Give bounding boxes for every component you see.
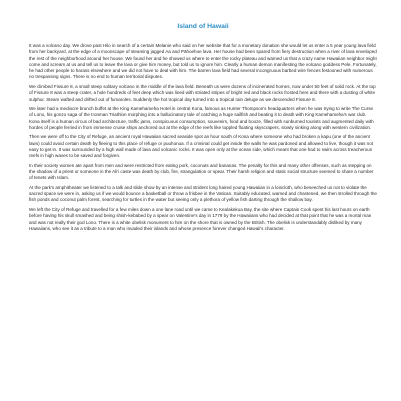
paragraph: We left the City of Refuge and travelled for a few miles down a one lane road until we came to Kealakekua Bay, the site where Captain Cook spent his last hours on earth before having his skull smashed and being shish-kebabed by a spear on Valentine's day in 1779 by the Hawaiians who had decided at that point that he was a mortal man and was not really their god Lono. There is a white obelisk monument to him on the shore that is owned by the British. The obelisk is understandably disliked by many Hawaiians, who see it as a tribute to a man who invaded their islands and whose presence forever changed Hawaii's character. [29, 206, 372, 231]
paragraph: At the park's amphitheater we listened to a talk and slide show by an intense and strident long haired young Hawaiian in a loincloth, who beseeched us not to violate the sacred space we were in, asking us if we would bounce a basketball or throw a frisbee in the Vatican. Suitably educated, warned and chastened, we then strolled through the fish ponds and coconut palm forest, searching for turtles in the water but seeing only a plethora of yellow fish darting through the shallow bay. [29, 184, 377, 203]
paragraph: It was a volcano day. We drove past Hilo in search of a certain Melanie who said on her website that for a monetary donation she would let us enter a 5 year young lava field from her backyard, at the edge of a moonscape of steaming jagged Aa and Pāhoehoe lava. Her house had been spared from fiery destruction when a river of lava enveloped the rest of the neighborhood around her house. We found her and he showed us where to enter the rocky plateau and warned us that a crazy name Hawaiian neighbor might come and scream at us and tell us to leave the lava or give him money, but told us to ignore him. Clearly a human demon manifesting the volcano goddess Pele. Fortunately, he had other people to harass elsewhere and we did not have to deal with him. The barren lava field had several incongruous barbed wire fences festooned with numerous no trespassing signs. There is no end to human territorial disputes. [29, 43, 377, 80]
paragraph: Then we were off to the City of Refuge, an ancient royal Hawaiian sacred seaside spot an hour south of Kona where someone who had broken a kapu (one of the ancient laws) could avoid certain death by fleeing to this place of refuge or puuhonua. If a criminal could get inside the walls he was pardoned and allowed to live, though it was not easy to get in. It was surrounded by a high wall made of lava and volcanic rocks. It was open only at the ocean side, which meant that one had to swim across treacherous reefs in high waves to be saved and forgiven. [29, 134, 374, 159]
document-body [29, 43, 377, 232]
paragraph: We climbed Fissure 8, a small steep solitary volcano in the middle of the lava field. Beneath us were dozens of incinerated homes, now under 50 feet of solid rock. At the top of Fissure 8 was a steep crater, a hole hundreds of feet deep which was lined with striated stripes of bright red and black rocks frosted here and there with a dusting of white sulphur. Steam wafted and drifted out of fumaroles. Suddenly the hot tropical day turned into a tropical rain deluge as we descended Fissure 8. [29, 83, 376, 102]
paragraph: We later had a mediocre brunch buffet at the King Kamehameha Hotel in central Kona, famous as Hunter Thompson's headquarters when he was trying to write The Curse of Lono, his gonzo saga of the Ironman Triathlon morphing into a hallucinatory tale of catching a huge sailfish and beating it to death with King Kamehameha's war club. Kona itself is a human circus of bad architecture, traffic jams, conspicuous consumption, souvenirs, food and booze, filled with sunburned tourists and augmented daily with hordes of people ferried in from immense cruise ships anchored out at the edge of the reefs like toppled floating skyscrapers, slowly sinking along with western civilization. [29, 106, 374, 130]
page-title: Island of Hawaii [177, 23, 229, 30]
paragraph: In their society women ate apart from men and were restricted from eating pork, coconuts and bananas. The penalty for this and many other offenses, such as stepping on the shadow of a priest or someone in the Ali'i caste was death by club, fire, strangulation or spear. Their harsh religion and static social structure seemed to share a number of tenets with Islam. [29, 162, 374, 181]
